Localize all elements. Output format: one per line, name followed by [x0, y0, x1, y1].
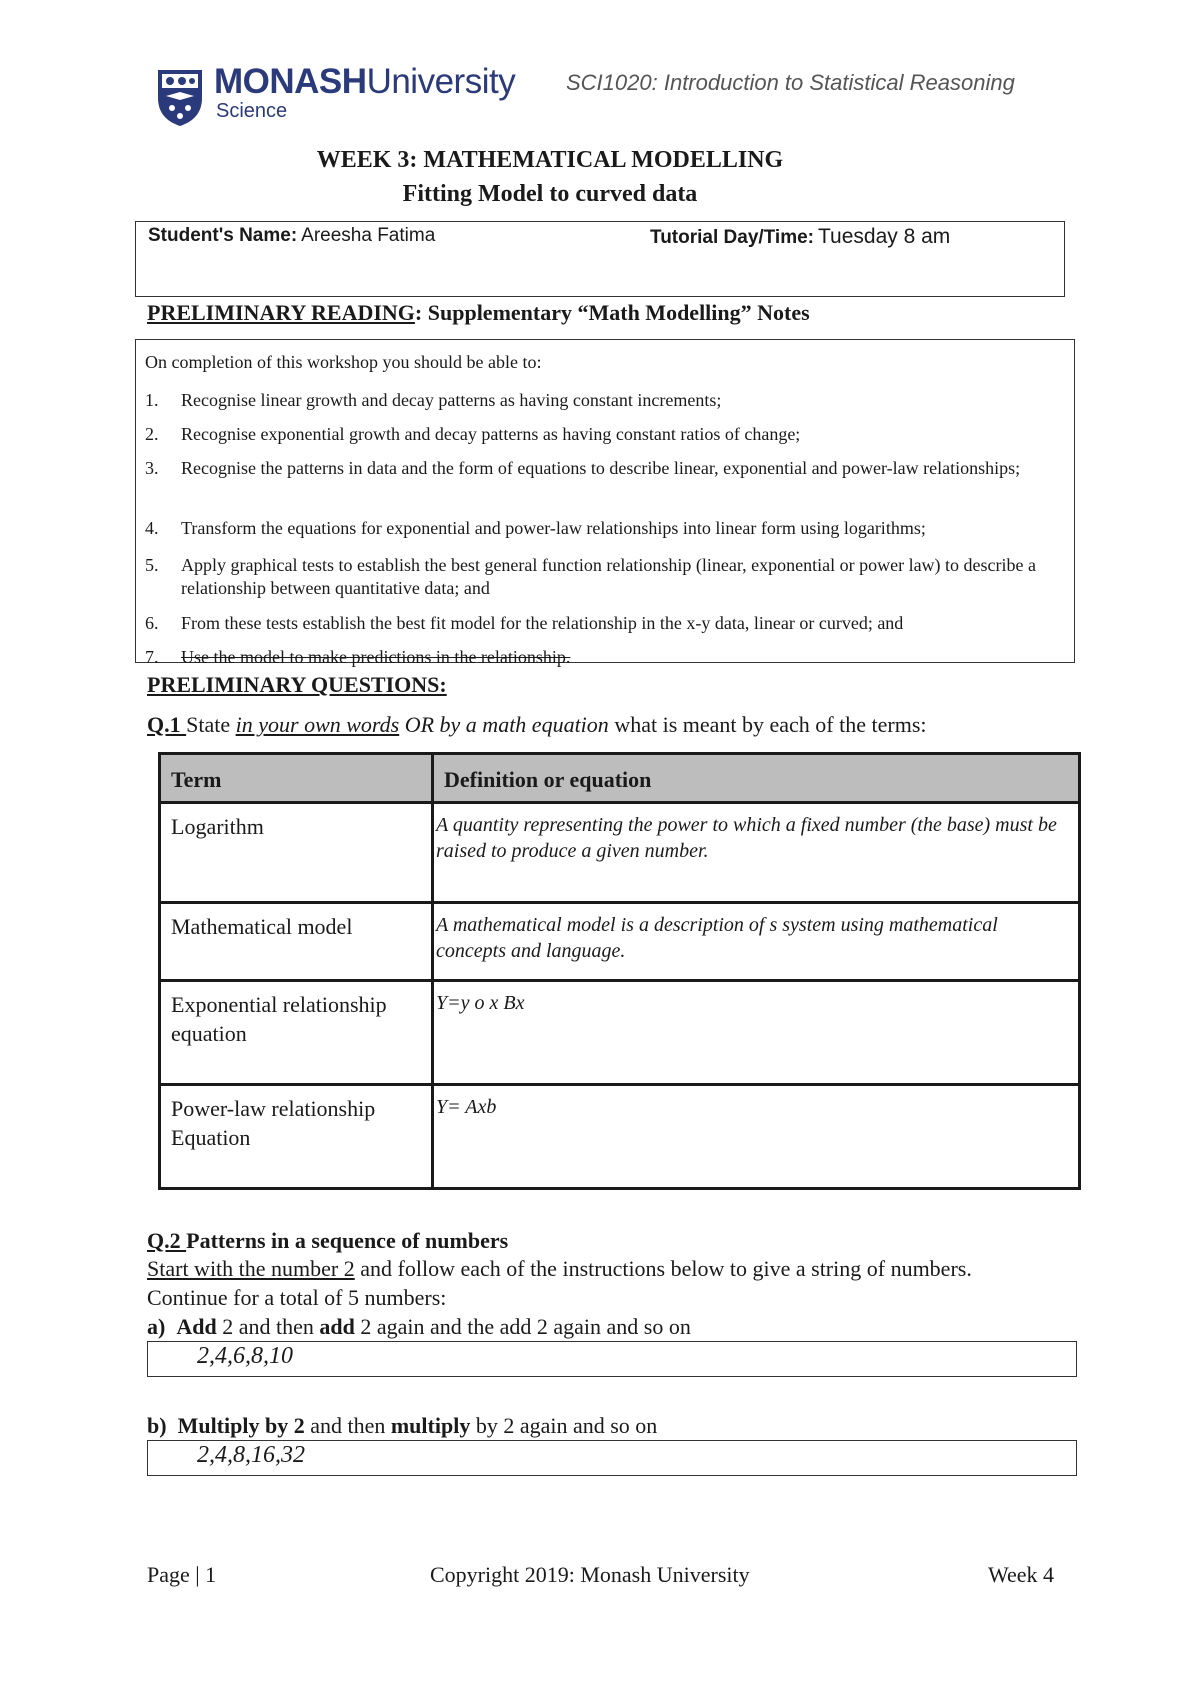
question-2-title: Q.2 Patterns in a sequence of numbers	[147, 1228, 509, 1253]
objective-item: 7. Use the model to make predictions in the relationship.	[145, 647, 571, 667]
table-row	[160, 1085, 1080, 1189]
footer-week: Week 4	[988, 1562, 1055, 1587]
objective-item: 5. Apply graphical tests to establish the best general function relationship (linear, exponential or power law) to describe a relationship between quantitative data; and	[145, 555, 1037, 598]
objective-item: 6. From these tests establish the best fit model for the relationship in the x-y data, linear or curved; and	[145, 613, 904, 633]
question-1: Q.1 State in your own words OR by a math equation what is meant by each of the terms:	[147, 712, 927, 737]
term-cell: Logarithm	[160, 803, 433, 903]
faculty-label: Science	[216, 100, 288, 122]
term-cell: Power-law relationship Equation	[160, 1085, 433, 1189]
page-title: WEEK 3: MATHEMATICAL MODELLING	[316, 147, 784, 173]
tutorial-time-field[interactable]	[650, 225, 950, 249]
definition-cell[interactable]: A quantity representing the power to which a fixed number (the base) must be raised to produce a given number.	[433, 803, 1080, 903]
monash-crest-logo	[156, 68, 204, 128]
footer-copyright: Copyright 2019: Monash University	[430, 1562, 750, 1587]
question-2b: b) Multiply by 2 and then multiply by 2 again and so on	[147, 1413, 658, 1438]
preliminary-questions-heading: PRELIMINARY QUESTIONS:	[147, 672, 447, 697]
question-2a: a) Add 2 and then add 2 again and the add 2 again and so on	[147, 1314, 691, 1339]
preliminary-reading: PRELIMINARY READING: Supplementary “Math Modelling” Notes	[147, 300, 810, 325]
objective-item: 1. Recognise linear growth and decay patterns as having constant increments;	[145, 390, 722, 410]
student-name-field[interactable]	[148, 225, 435, 247]
definition-cell[interactable]: Y= Axb	[433, 1085, 1080, 1189]
tutorial-time-value: Tuesday 8 am	[818, 225, 951, 248]
monash-wordmark: MONASHUniversity	[214, 62, 516, 101]
definition-cell[interactable]: Y=y o x Bx	[433, 981, 1080, 1085]
table-row	[160, 981, 1080, 1085]
objective-item: 3. Recognise the patterns in data and the form of equations to describe linear, exponential and power-law relationships;	[145, 458, 1021, 478]
footer-page-number: Page | 1	[147, 1562, 217, 1587]
table-header-definition: Definition or equation	[433, 754, 1080, 803]
terms-table	[158, 752, 1081, 1190]
student-name-value: Areesha Fatima	[301, 225, 436, 246]
page-subtitle: Fitting Model to curved data	[402, 181, 698, 207]
course-title: SCI1020: Introduction to Statistical Reasoning	[566, 70, 1015, 95]
table-header-row	[160, 754, 1080, 803]
table-header-term: Term	[160, 754, 433, 803]
tutorial-time-label: Tutorial Day/Time:	[650, 227, 814, 248]
objectives-intro: On completion of this workshop you should be able to:	[145, 352, 542, 372]
objective-item: 2. Recognise exponential growth and decay patterns as having constant ratios of change;	[145, 424, 801, 444]
answer-2b-text: 2,4,8,16,32	[197, 1442, 305, 1468]
definition-cell[interactable]: A mathematical model is a description of s system using mathematical concepts and language.	[433, 903, 1080, 981]
table-row	[160, 903, 1080, 981]
table-row	[160, 803, 1080, 903]
answer-2a-text: 2,4,6,8,10	[197, 1343, 293, 1369]
term-cell: Mathematical model	[160, 903, 433, 981]
objective-item: 4. Transform the equations for exponential and power-law relationships into linear form using logarithms;	[145, 518, 926, 538]
question-2-instruction: Start with the number 2 and follow each of the instructions below to give a string of numbers.	[147, 1256, 972, 1281]
question-2-instruction-2: Continue for a total of 5 numbers:	[147, 1285, 447, 1310]
student-name-label: Student's Name:	[148, 225, 298, 246]
term-cell: Exponential relationship equation	[160, 981, 433, 1085]
